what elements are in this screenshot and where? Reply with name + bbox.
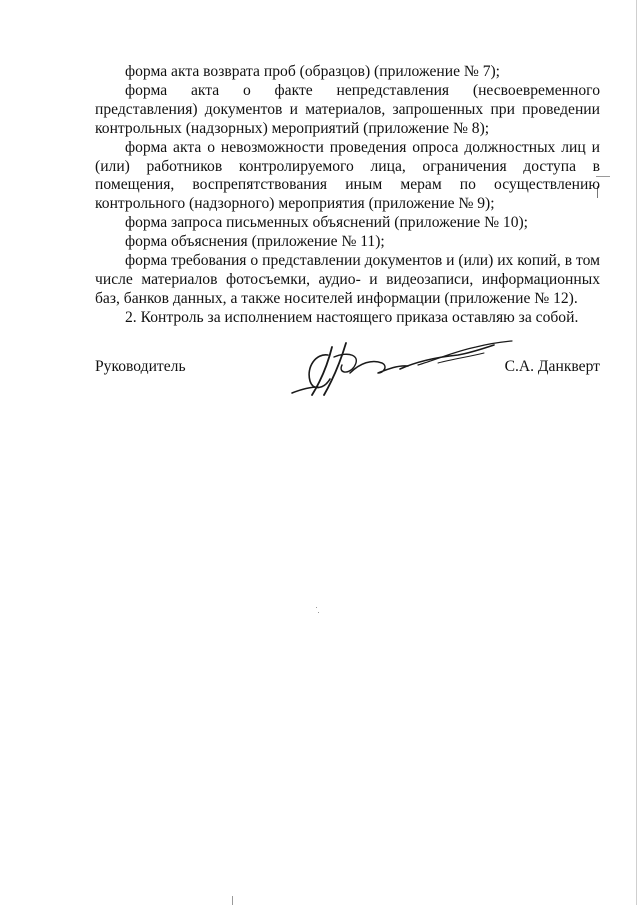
clause-paragraph: 2. Контроль за исполнением настоящего приказа оставляю за собой. — [125, 308, 579, 326]
list-item: форма запроса письменных объяснений (приложение № 10); — [125, 214, 529, 232]
scan-artifact — [232, 896, 233, 905]
list-item: форма акта возврата проб (образцов) (приложение № 7); — [125, 63, 501, 80]
scan-speck — [316, 607, 317, 608]
list-item: форма акта о факте непредставления (несвоевременного представления) документов и материалов, запрошенных при проведении контрольных (надзорных) мероприятий (приложение № 8); — [95, 81, 600, 137]
scan-speck — [318, 612, 319, 613]
signer-position: Руководитель — [95, 358, 186, 375]
document-body — [95, 63, 600, 328]
list-item: форма требования о представлении документов и (или) их копий, в том числе материалов фотосъемки, аудио- и видеозаписи, информационных баз, банков данных, а также носителей информации (приложение № 12). — [95, 252, 600, 307]
list-item: форма акта о невозможности проведения опроса должностных лиц и (или) работников контролируемого лица, ограничения доступа в помещения, воспрепятствования иным мерам по осуществлению контрольного (надзорного) мероприятия (приложение № 9); — [95, 138, 600, 213]
signer-name: С.А. Данкверт — [504, 358, 600, 375]
handwritten-signature — [288, 333, 518, 403]
scan-edge-line — [636, 0, 637, 905]
list-item: форма объяснения (приложение № 11); — [125, 233, 385, 251]
